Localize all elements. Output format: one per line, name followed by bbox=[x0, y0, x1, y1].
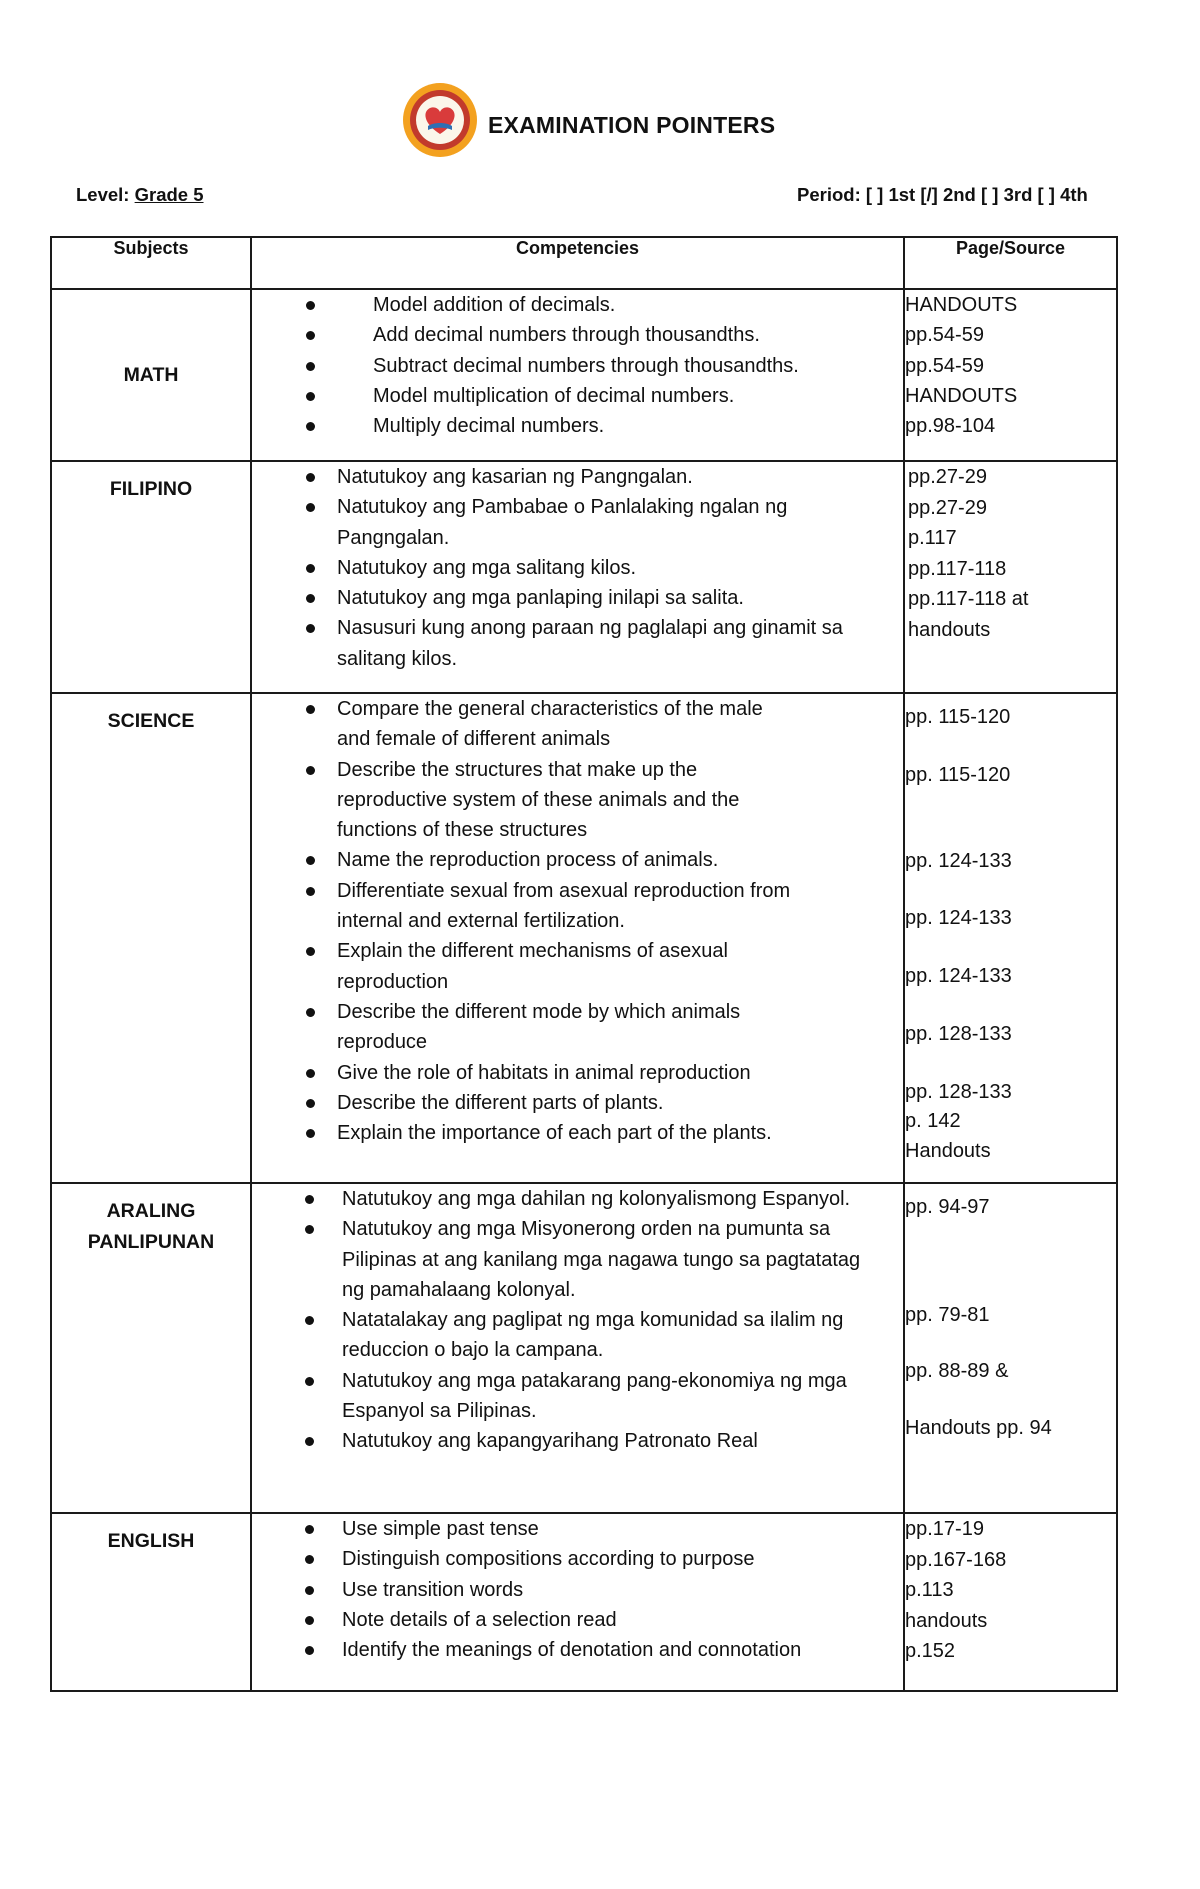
competency-item: Distinguish compositions according to purpose bbox=[252, 1544, 903, 1574]
competency-item: Note details of a selection read bbox=[252, 1605, 903, 1635]
source-entry: p.113 bbox=[905, 1579, 954, 1601]
exam-pointers-table bbox=[50, 236, 1118, 1692]
table-header-row bbox=[51, 237, 1117, 289]
competencies-cell bbox=[251, 1513, 904, 1691]
competency-item: Describe the structures that make up the reproductive system of these animals and the functions of these structures bbox=[252, 755, 777, 846]
competency-item: Natutukoy ang mga panlaping inilapi sa salita. bbox=[252, 583, 903, 613]
level-value: Grade 5 bbox=[134, 184, 204, 205]
competency-item: Natutukoy ang Pambabae o Panlalaking ngalan ng Pangngalan. bbox=[252, 492, 903, 553]
competency-item: Explain the different mechanisms of asexual reproduction bbox=[252, 936, 767, 997]
column-header-competencies: Competencies bbox=[251, 237, 904, 289]
competency-item: Natutukoy ang mga dahilan ng kolonyalismong Espanyol. bbox=[252, 1184, 862, 1214]
competency-item: Natutukoy ang mga patakarang pang-ekonomiya ng mga Espanyol sa Pilipinas. bbox=[252, 1366, 882, 1427]
competency-item: Natutukoy ang mga Misyonerong orden na pumunta sa Pilipinas at ang kanilang mga nagawa tungo sa pagtatatag ng pamahalaang kolonyal. bbox=[252, 1214, 872, 1305]
source-entry: pp.54-59 bbox=[905, 354, 984, 377]
source-entry: pp. 88-89 & bbox=[905, 1360, 1009, 1382]
source-entry: p.152 bbox=[905, 1640, 956, 1662]
document-header bbox=[0, 82, 1200, 162]
competency-item: Describe the different parts of plants. bbox=[252, 1088, 857, 1118]
subject-cell bbox=[51, 693, 251, 1183]
source-entry: handouts bbox=[908, 618, 991, 641]
source-entry: pp. 79-81 bbox=[905, 1304, 990, 1326]
source-entry: handouts bbox=[905, 1609, 988, 1632]
competency-item: Use transition words bbox=[252, 1575, 903, 1605]
subject-name: ENGLISH bbox=[107, 1530, 195, 1552]
source-cell bbox=[904, 693, 1117, 1183]
source-entry: pp. 124-133 bbox=[905, 965, 1012, 987]
source-entry: pp. 115-120 bbox=[905, 706, 1011, 728]
source-entry: p. 142 bbox=[905, 1110, 961, 1132]
competency-item: Give the role of habitats in animal reproduction bbox=[252, 1058, 857, 1088]
school-seal-logo bbox=[402, 82, 478, 158]
source-cell bbox=[904, 461, 1117, 693]
document-title: EXAMINATION POINTERS bbox=[488, 112, 776, 138]
subject-cell bbox=[51, 1513, 251, 1691]
competency-item: Add decimal numbers through thousandths. bbox=[252, 320, 903, 350]
source-cell bbox=[904, 289, 1117, 461]
competency-list bbox=[252, 1514, 903, 1665]
competencies-cell bbox=[251, 693, 904, 1183]
competency-item: Compare the general characteristics of the male and female of different animals bbox=[252, 694, 777, 755]
competency-item: Differentiate sexual from asexual reproduction from internal and external fertilization. bbox=[252, 876, 857, 937]
competency-item: Use simple past tense bbox=[252, 1514, 903, 1544]
competencies-cell bbox=[251, 461, 904, 693]
competency-item: Model multiplication of decimal numbers. bbox=[252, 381, 903, 411]
level-field bbox=[76, 184, 204, 206]
table-row-araling-panlipunan bbox=[51, 1183, 1117, 1513]
competency-item: Explain the importance of each part of the plants. bbox=[252, 1118, 857, 1148]
level-label: Level: bbox=[76, 184, 130, 205]
source-entry: pp.98-104 bbox=[905, 415, 996, 438]
source-entry: pp.117-118 at bbox=[908, 588, 1029, 610]
source-entry: pp.27-29 bbox=[908, 496, 987, 519]
competency-item: Identify the meanings of denotation and connotation bbox=[252, 1635, 903, 1665]
competency-item: Name the reproduction process of animals. bbox=[252, 845, 807, 875]
subject-cell bbox=[51, 461, 251, 693]
source-entry: HANDOUTS bbox=[905, 384, 1018, 407]
competency-list bbox=[252, 462, 903, 674]
source-entry: pp. 124-133 bbox=[905, 850, 1012, 872]
competency-item: Nasusuri kung anong paraan ng paglalapi ang ginamit sa salitang kilos. bbox=[252, 613, 903, 674]
subject-cell bbox=[51, 1183, 251, 1513]
subject-cell bbox=[51, 289, 251, 461]
source-entry: pp.17-19 bbox=[905, 1518, 984, 1540]
competency-list bbox=[252, 694, 791, 1148]
competencies-cell bbox=[251, 289, 904, 461]
table-row-math bbox=[51, 289, 1117, 461]
competency-item: Natatalakay ang paglipat ng mga komunidad sa ilalim ng reduccion o bajo la campana. bbox=[252, 1305, 902, 1366]
subject-name: MATH bbox=[123, 363, 179, 386]
source-entry: Handouts bbox=[905, 1140, 991, 1162]
table-row-english bbox=[51, 1513, 1117, 1691]
subject-name-line: PANLIPUNAN bbox=[87, 1231, 215, 1253]
competency-item: Natutukoy ang kasarian ng Pangngalan. bbox=[252, 462, 903, 492]
source-entry: pp. 128-133 bbox=[905, 1023, 1012, 1045]
competency-list bbox=[252, 290, 903, 441]
competency-item: Natutukoy ang mga salitang kilos. bbox=[252, 553, 903, 583]
source-entry: pp. 124-133 bbox=[905, 907, 1012, 929]
source-entry: pp.54-59 bbox=[905, 324, 984, 347]
source-entry: pp. 94-97 bbox=[905, 1196, 990, 1218]
source-entry: pp.27-29 bbox=[908, 466, 987, 488]
source-cell bbox=[904, 1183, 1117, 1513]
column-header-page-source: Page/Source bbox=[904, 237, 1117, 289]
competency-item: Subtract decimal numbers through thousandths. bbox=[252, 351, 903, 381]
subject-name-line: ARALING bbox=[106, 1200, 196, 1222]
source-entry: pp. 115-120 bbox=[905, 764, 1011, 786]
source-cell bbox=[904, 1513, 1117, 1691]
subject-name: FILIPINO bbox=[109, 478, 193, 500]
table-row-science bbox=[51, 693, 1117, 1183]
period-field: Period: [ ] 1st [/] 2nd [ ] 3rd [ ] 4th bbox=[797, 184, 1088, 205]
source-entry: HANDOUTS bbox=[905, 294, 1018, 316]
column-header-subjects: Subjects bbox=[51, 237, 251, 289]
competency-item: Model addition of decimals. bbox=[252, 290, 903, 320]
table-row-filipino bbox=[51, 461, 1117, 693]
competencies-cell bbox=[251, 1183, 904, 1513]
subject-name: SCIENCE bbox=[107, 710, 195, 732]
source-entry: pp.117-118 bbox=[908, 557, 1007, 580]
competency-item: Natutukoy ang kapangyarihang Patronato Real bbox=[252, 1426, 902, 1456]
source-entry: pp.167-168 bbox=[905, 1548, 1007, 1571]
competency-item: Describe the different mode by which animals reproduce bbox=[252, 997, 777, 1058]
competency-item: Multiply decimal numbers. bbox=[252, 411, 903, 441]
source-entry: p.117 bbox=[908, 527, 957, 549]
competency-list bbox=[252, 1184, 861, 1457]
source-entry: Handouts pp. 94 bbox=[905, 1417, 1052, 1439]
source-entry: pp. 128-133 bbox=[905, 1081, 1012, 1103]
